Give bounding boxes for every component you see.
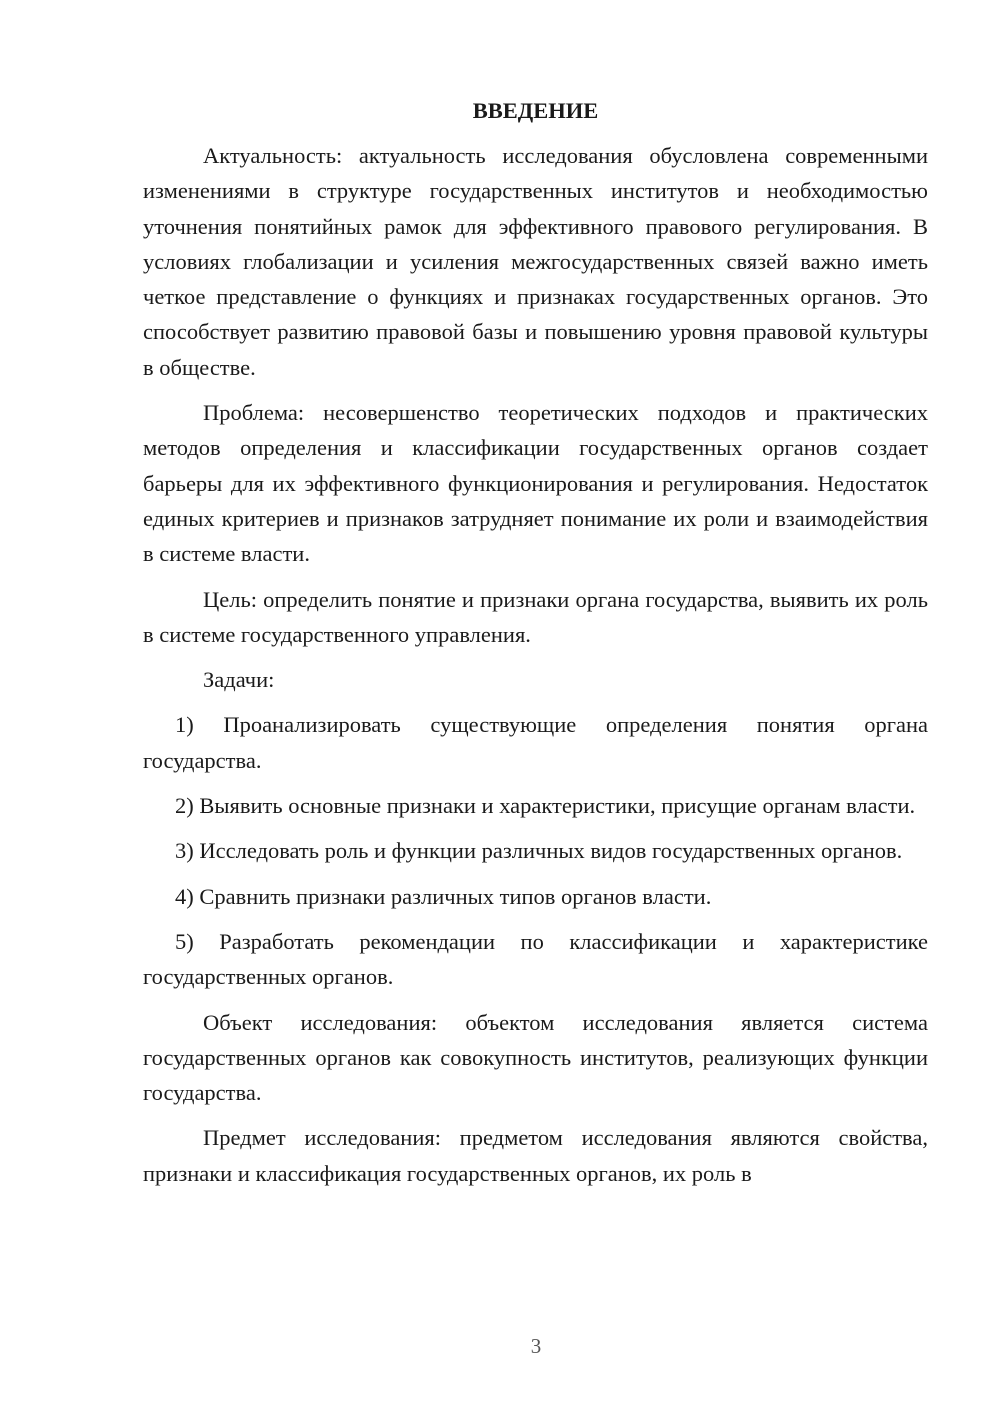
paragraph-object: Объект исследования: объектом исследования является система государственных органов как совокупность институтов, реализующих функции государства. <box>143 1009 928 1106</box>
paragraph-goal: Цель: определить понятие и признаки органа государства, выявить их роль в системе государственного управления. <box>143 586 928 647</box>
task-item-1: 1) Проанализировать существующие определения понятия органа государства. <box>143 712 928 773</box>
task-item-5: 5) Разработать рекомендации по классификации и характеристике государственных органов. <box>143 928 928 990</box>
task-item-3: 3) Исследовать роль и функции различных видов государственных органов. <box>175 838 903 864</box>
page-number: 3 <box>530 1334 542 1358</box>
document-page <box>143 96 928 1201</box>
section-title: ВВЕДЕНИЕ <box>472 98 599 123</box>
paragraph-relevance: Актуальность: актуальность исследования обусловлена современными изменениями в структуре государственных институтов и необходимостью уточнения понятийных рамок для эффективного правового регулирования. В условиях глобализации и усиления межгосударственных связей важно иметь четкое представление о функциях и признаках государственных органов. Это способствует развитию правовой базы и повышению уровня правовой культуры в обществе. <box>143 143 928 380</box>
task-item-2: 2) Выявить основные признаки и характеристики, присущие органам власти. <box>175 793 916 819</box>
paragraph-tasks-heading: Задачи: <box>203 667 275 693</box>
paragraph-subject: Предмет исследования: предметом исследования являются свойства, признаки и классификация государственных органов, их роль в <box>143 1125 928 1186</box>
paragraph-problem: Проблема: несовершенство теоретических подходов и практических методов определения и классификации государственных органов создает барьеры для их эффективного функционирования и регулирования. Недостаток единых критериев и признаков затрудняет понимание их роли и взаимодействия в системе власти. <box>143 400 928 567</box>
task-item-4: 4) Сравнить признаки различных типов органов власти. <box>175 883 712 909</box>
